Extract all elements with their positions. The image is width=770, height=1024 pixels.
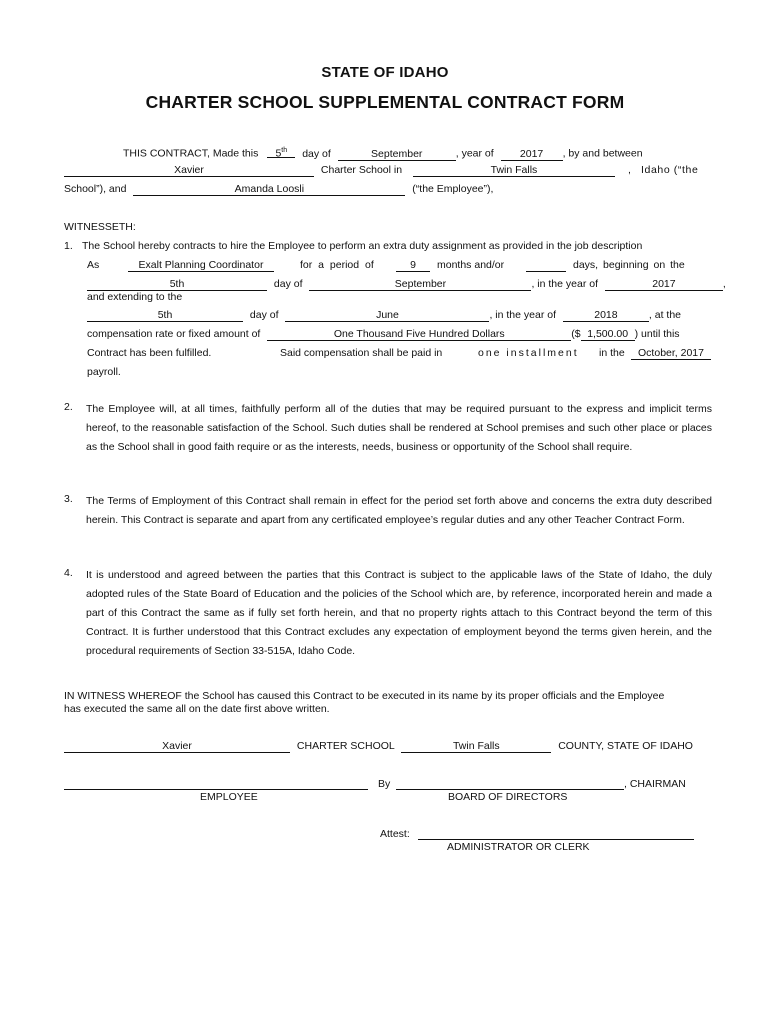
clause-1-number: 1. — [64, 240, 73, 252]
state-heading: STATE OF IDAHO — [321, 64, 449, 81]
amount-open-text: ($ — [571, 328, 581, 340]
comma-mark: , — [628, 164, 631, 176]
clause-4-text: It is understood and agreed between the parties that this Contract is subject to the applicable laws of the State of Idaho, the duly adopted rules of the State Board of Education and the policies of the School which are, by reference, incorporated herein and made a part of this Contract the same as if fully set forth herein, and that no property rights attach to this Contract beyond the term of this Contract. It is further understood that this Contract excludes any expectation of employment beyond the terms given herein, and the procedural requirements of Section 33-515A, Idaho Code. — [86, 569, 712, 657]
end-date-line — [87, 309, 681, 322]
end-in-year-text: , in the year of — [489, 309, 556, 321]
form-title: CHARTER SCHOOL SUPPLEMENTAL CONTRACT FORM — [145, 92, 625, 112]
day-suffix: th — [281, 147, 288, 154]
assignment-line — [128, 259, 274, 272]
end-year-field[interactable]: 2018 — [563, 309, 649, 322]
months-field[interactable]: 9 — [396, 259, 430, 272]
payroll-text: payroll. — [87, 366, 121, 378]
days-field[interactable] — [526, 259, 566, 272]
by-label: By — [378, 778, 391, 790]
months-and-or-text: months and/or — [437, 259, 505, 271]
start-comma: , — [722, 278, 726, 290]
assignment-field[interactable]: Exalt Planning Coordinator — [128, 259, 274, 272]
charter-school-label: CHARTER SCHOOL — [296, 740, 395, 752]
idaho-the-text: Idaho (“the — [641, 164, 699, 176]
attest-label: Attest: — [380, 828, 410, 840]
clause-1-text: The School hereby contracts to hire the Employee to perform an extra duty assignment as provided in the job description — [82, 240, 643, 252]
pay-period-field[interactable]: October, 2017 — [631, 347, 711, 360]
school-and-text: School”), and — [64, 183, 127, 195]
witness-whereof-text: IN WITNESS WHEREOF the School has caused this Contract to be executed in its name by its proper officials and the Employee has executed the same all on the date first above written. — [64, 690, 665, 715]
days-beginning-text: days, beginning on the — [573, 259, 685, 271]
intro-line-2 — [64, 164, 615, 177]
year-of-text: , year of — [455, 147, 494, 160]
city-field[interactable]: Twin Falls — [413, 164, 615, 177]
charter-school-in-text: Charter School in — [320, 164, 403, 176]
clause-1-as: As — [87, 259, 100, 271]
compensation-rate-text: compensation rate or fixed amount of — [87, 328, 261, 340]
employee-signature-line[interactable] — [64, 789, 368, 790]
clause-3-text: The Terms of Employment of this Contract shall remain in effect for the period set forth above and concerns the extra duty described herein. This Contract is separate and apart from any certificated employee’s regular duties and any other Teacher Contract Form. — [86, 495, 712, 526]
end-day-of-text: day of — [249, 309, 279, 321]
by-and-between-text: , by and between — [562, 147, 643, 160]
in-the-text: in the — [599, 347, 625, 359]
said-compensation-text: Said compensation shall be paid in — [280, 347, 443, 359]
start-year-field[interactable]: 2017 — [605, 278, 723, 291]
day-of-text: day of — [302, 147, 331, 160]
chairman-label: , CHAIRMAN — [624, 778, 686, 790]
end-day-field[interactable]: 5th — [87, 309, 243, 322]
and-extending-text: and extending to the — [87, 291, 183, 303]
amount-words-field[interactable]: One Thousand Five Hundred Dollars — [267, 328, 571, 341]
at-the-text: , at the — [648, 309, 682, 321]
signature-school-line — [64, 740, 693, 753]
amount-number-field[interactable]: 1,500.00 — [581, 328, 635, 341]
installment-text: one installment — [478, 347, 579, 359]
for-a-period-text: for a period of — [300, 259, 374, 271]
pay-period-line — [631, 347, 711, 360]
made-this-text: THIS CONTRACT, Made this — [123, 147, 259, 160]
clause-2-text: The Employee will, at all times, faithfully perform all of the duties that may be required pursuant to the express and implicit terms hereof, to the reasonable satisfaction of the School. Such duties shall be rendered at School premises and such other place or places as the School shall in good faith require or as the interests, needs, business or opportunity of the School shall require. — [86, 403, 712, 453]
compensation-line — [87, 328, 680, 341]
county-state-label: COUNTY, STATE OF IDAHO — [558, 740, 693, 752]
intro-line-1 — [123, 145, 643, 161]
clause-2-number: 2. — [64, 401, 73, 413]
days-line — [526, 259, 566, 275]
intro-line-3 — [64, 183, 493, 196]
start-in-year-text: , in the year of — [531, 278, 598, 290]
year-field[interactable]: 2017 — [501, 148, 563, 161]
clause-4-number: 4. — [64, 567, 73, 579]
employee-label: EMPLOYEE — [200, 791, 258, 803]
start-day-of-text: day of — [273, 278, 303, 290]
until-this-text: ) until this — [634, 328, 680, 340]
month-field[interactable]: September — [338, 148, 456, 161]
attest-signature-line[interactable] — [418, 839, 694, 840]
months-line — [396, 259, 430, 272]
school-name-field[interactable]: Xavier — [64, 164, 314, 177]
board-label: BOARD OF DIRECTORS — [448, 791, 568, 803]
the-employee-text: (“the Employee”), — [412, 183, 494, 195]
start-date-line — [87, 278, 726, 291]
signature-school-field[interactable]: Xavier — [64, 740, 290, 753]
clause-3-number: 3. — [64, 493, 73, 505]
county-field[interactable]: Twin Falls — [401, 740, 551, 753]
chairman-signature-line[interactable] — [396, 789, 624, 790]
end-month-field[interactable]: June — [285, 309, 489, 322]
fulfilled-text: Contract has been fulfilled. — [87, 347, 212, 359]
day-value: 5 — [275, 147, 282, 160]
employee-name-field[interactable]: Amanda Loosli — [133, 183, 405, 196]
start-month-field[interactable]: September — [309, 278, 531, 291]
start-day-field[interactable]: 5th — [87, 278, 267, 291]
witnesseth-heading: WITNESSETH: — [64, 221, 136, 233]
admin-label: ADMINISTRATOR OR CLERK — [447, 841, 590, 853]
day-field[interactable] — [267, 145, 295, 158]
